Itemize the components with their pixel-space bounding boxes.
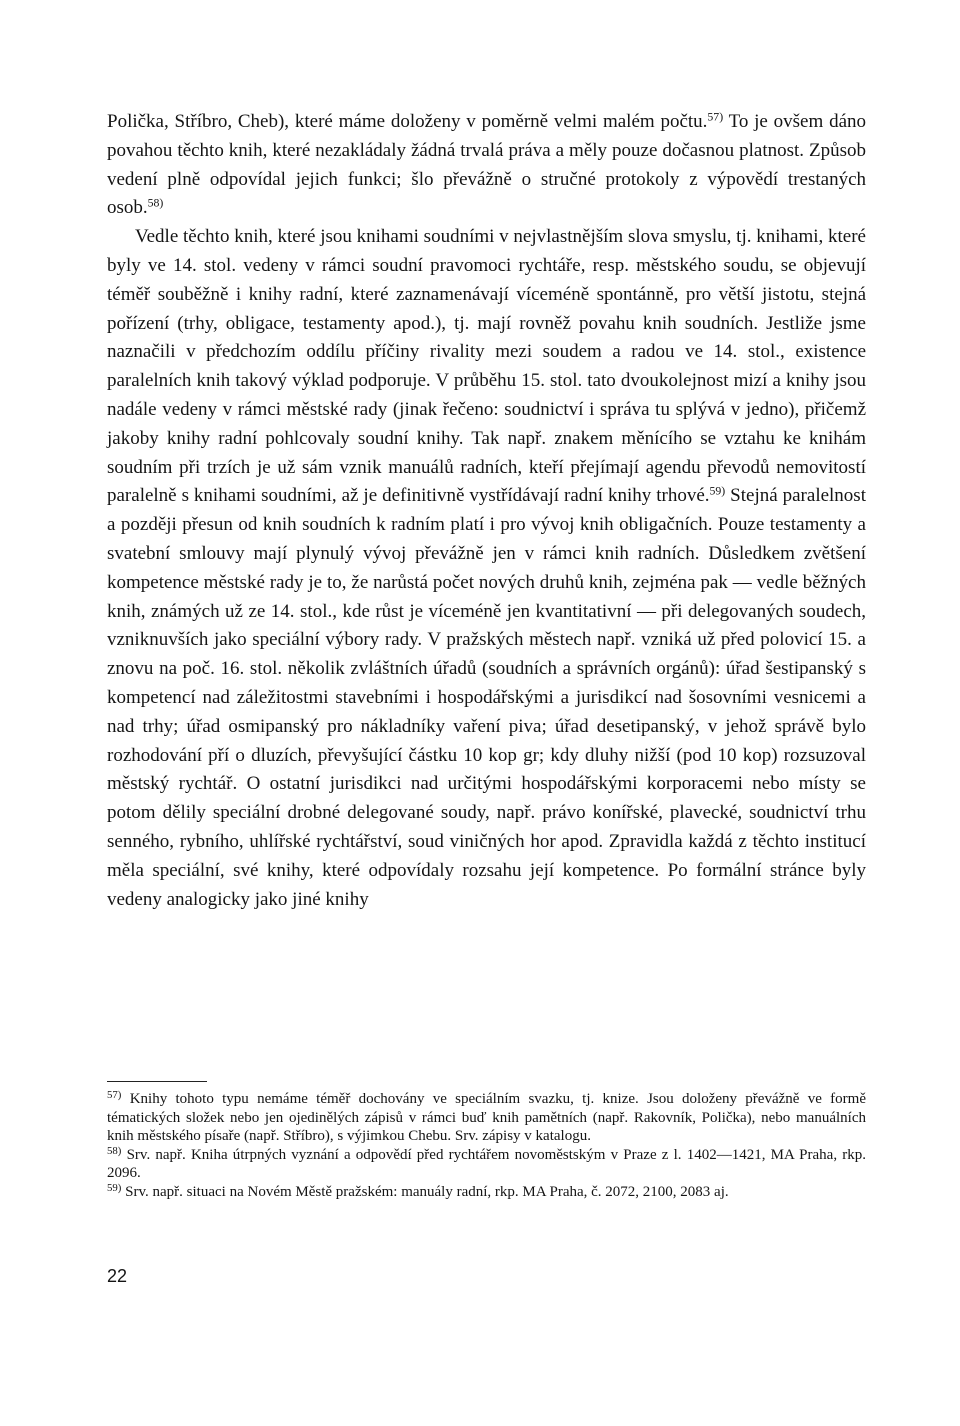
page-number: 22	[107, 1266, 128, 1286]
footnote-ref-58: 58)	[147, 196, 164, 210]
footnote-text: Knihy tohoto typu nemáme téměř dochovány ve speciálním svazku, tj. knize. Jsou doloženy převážně ve formě tématických složek nebo jen ojedinělých zápisů v rámci buď knih pamětních (např. Rakovník, Polička), nebo manuálních knih městského písaře (např. Stříbro), s výjimkou Chebu. Srv. zápisy v katalogu.	[107, 1091, 866, 1145]
footnote-number: 57)	[107, 1089, 122, 1102]
footnote-number: 58)	[107, 1144, 122, 1157]
footnote-number: 59)	[107, 1182, 122, 1195]
footnotes	[107, 1090, 866, 1202]
footnote-ref-59: 59)	[709, 484, 726, 498]
footnote-text: Srv. např. Kniha útrpných vyznání a odpovědí před rychtářem novoměstským v Praze z l. 1402—1421, MA Praha, rkp. 2096.	[107, 1146, 866, 1182]
page-body	[107, 108, 866, 914]
footnote-57	[107, 1090, 866, 1146]
paragraph-2-text-cont: Stejná paralelnost a později přesun od knih soudních k radním platí i pro vývoj knih obligačních. Pouze testamenty a svatební smlouvy mají plynulý vývoj převážně jen v rámci knih radních. Důsledkem zvětšení kompetence městské rady je to, že narůstá počet nových druhů knih, zejména pak — vedle běžných knih, známých už ze 14. stol., kde růst je víceméně jen kvantitativní — při delegovaných soudech, vzniknuvších jako speciální výbory rady. V pražských městech např. vzniká už před polovicí 15. a znovu na poč. 16. stol. několik zvláštních úřadů (soudních a správních orgánů): úřad šestipanský s kompetencí nad záležitostmi stavebními i hospodářskými a jurisdikcí nad šosovními vesnicemi a nad trhy; úřad osmipanský pro nákladníky vaření piva; úřad desetipanský, v jehož správě bylo rozhodování pří o dluzích, převyšující částku 10 kop gr; kdy dluhy nižší (pod 10 kop) rozsuzoval městský rychtář. O ostatní jurisdikci nad určitými hospodářskými korporacemi nebo místy se potom dělily speciální drobné delegované soudy, např. právo konířské, plavecké, soudnictví trhu senného, rybního, uhlířské rychtářství, soud viničných hor apod. Zpravidla každá z těchto institucí měla speciální, své knihy, které odpovídaly rozsahu její kompetence. Po formální stránce byly vedeny analogicky jako jiné knihy	[107, 485, 866, 910]
footnote-text: Srv. např. situaci na Novém Městě pražském: manuály radní, rkp. MA Praha, č. 2072, 2100, 2083 aj.	[121, 1183, 729, 1200]
paragraph-1-text: Polička, Stříbro, Cheb), které máme doloženy v poměrně velmi malém počtu.	[107, 111, 708, 132]
paragraph-1	[107, 108, 866, 223]
footnote-ref-57: 57)	[707, 110, 724, 124]
paragraph-2	[107, 223, 866, 914]
body-text	[107, 108, 866, 914]
footnote-58	[107, 1146, 866, 1183]
paragraph-2-text: Vedle těchto knih, které jsou knihami soudními v nejvlastnějším slova smyslu, tj. knihami, které byly ve 14. stol. vedeny v rámci soudní pravomoci rychtáře, resp. městského soudu, se objevují téměř souběžně i knihy radní, které zaznamenávají víceméně spontánně, pro větší jistotu, stejná pořízení (trhy, obligace, testamenty apod.), tj. mají rovněž povahu knih soudních. Jestliže jsme naznačili v předchozím oddílu příčiny rivality mezi soudem a radou ve 14. stol., existence paralelních knih takový výklad podporuje. V průběhu 15. stol. tato dvoukolejnost mizí a knihy jsou nadále vedeny v rámci městské rady (jinak řečeno: soudnictví i správa tu splývá v jedno), přičemž jakoby knihy radní pohlcovaly soudní knihy. Tak např. znakem měnícího se vztahu ke knihám soudním při trzích je už sám vznik manuálů radních, kteří přejímají agendu převodů nemovitostí paralelně s knihami soudními, až je definitivně vystřídávají radní knihy trhové.	[107, 226, 866, 507]
footnote-59	[107, 1183, 866, 1202]
paragraph-1-text-cont: To je ovšem dáno povahou těchto knih, které nezakládaly žádná trvalá práva a měly pouze dočasnou platnost. Způsob vedení plně odpovídal jejich funkci; šlo převážně o stručné protokoly z výpovědí trestaných osob.	[107, 111, 867, 219]
footnote-divider	[107, 1081, 207, 1082]
